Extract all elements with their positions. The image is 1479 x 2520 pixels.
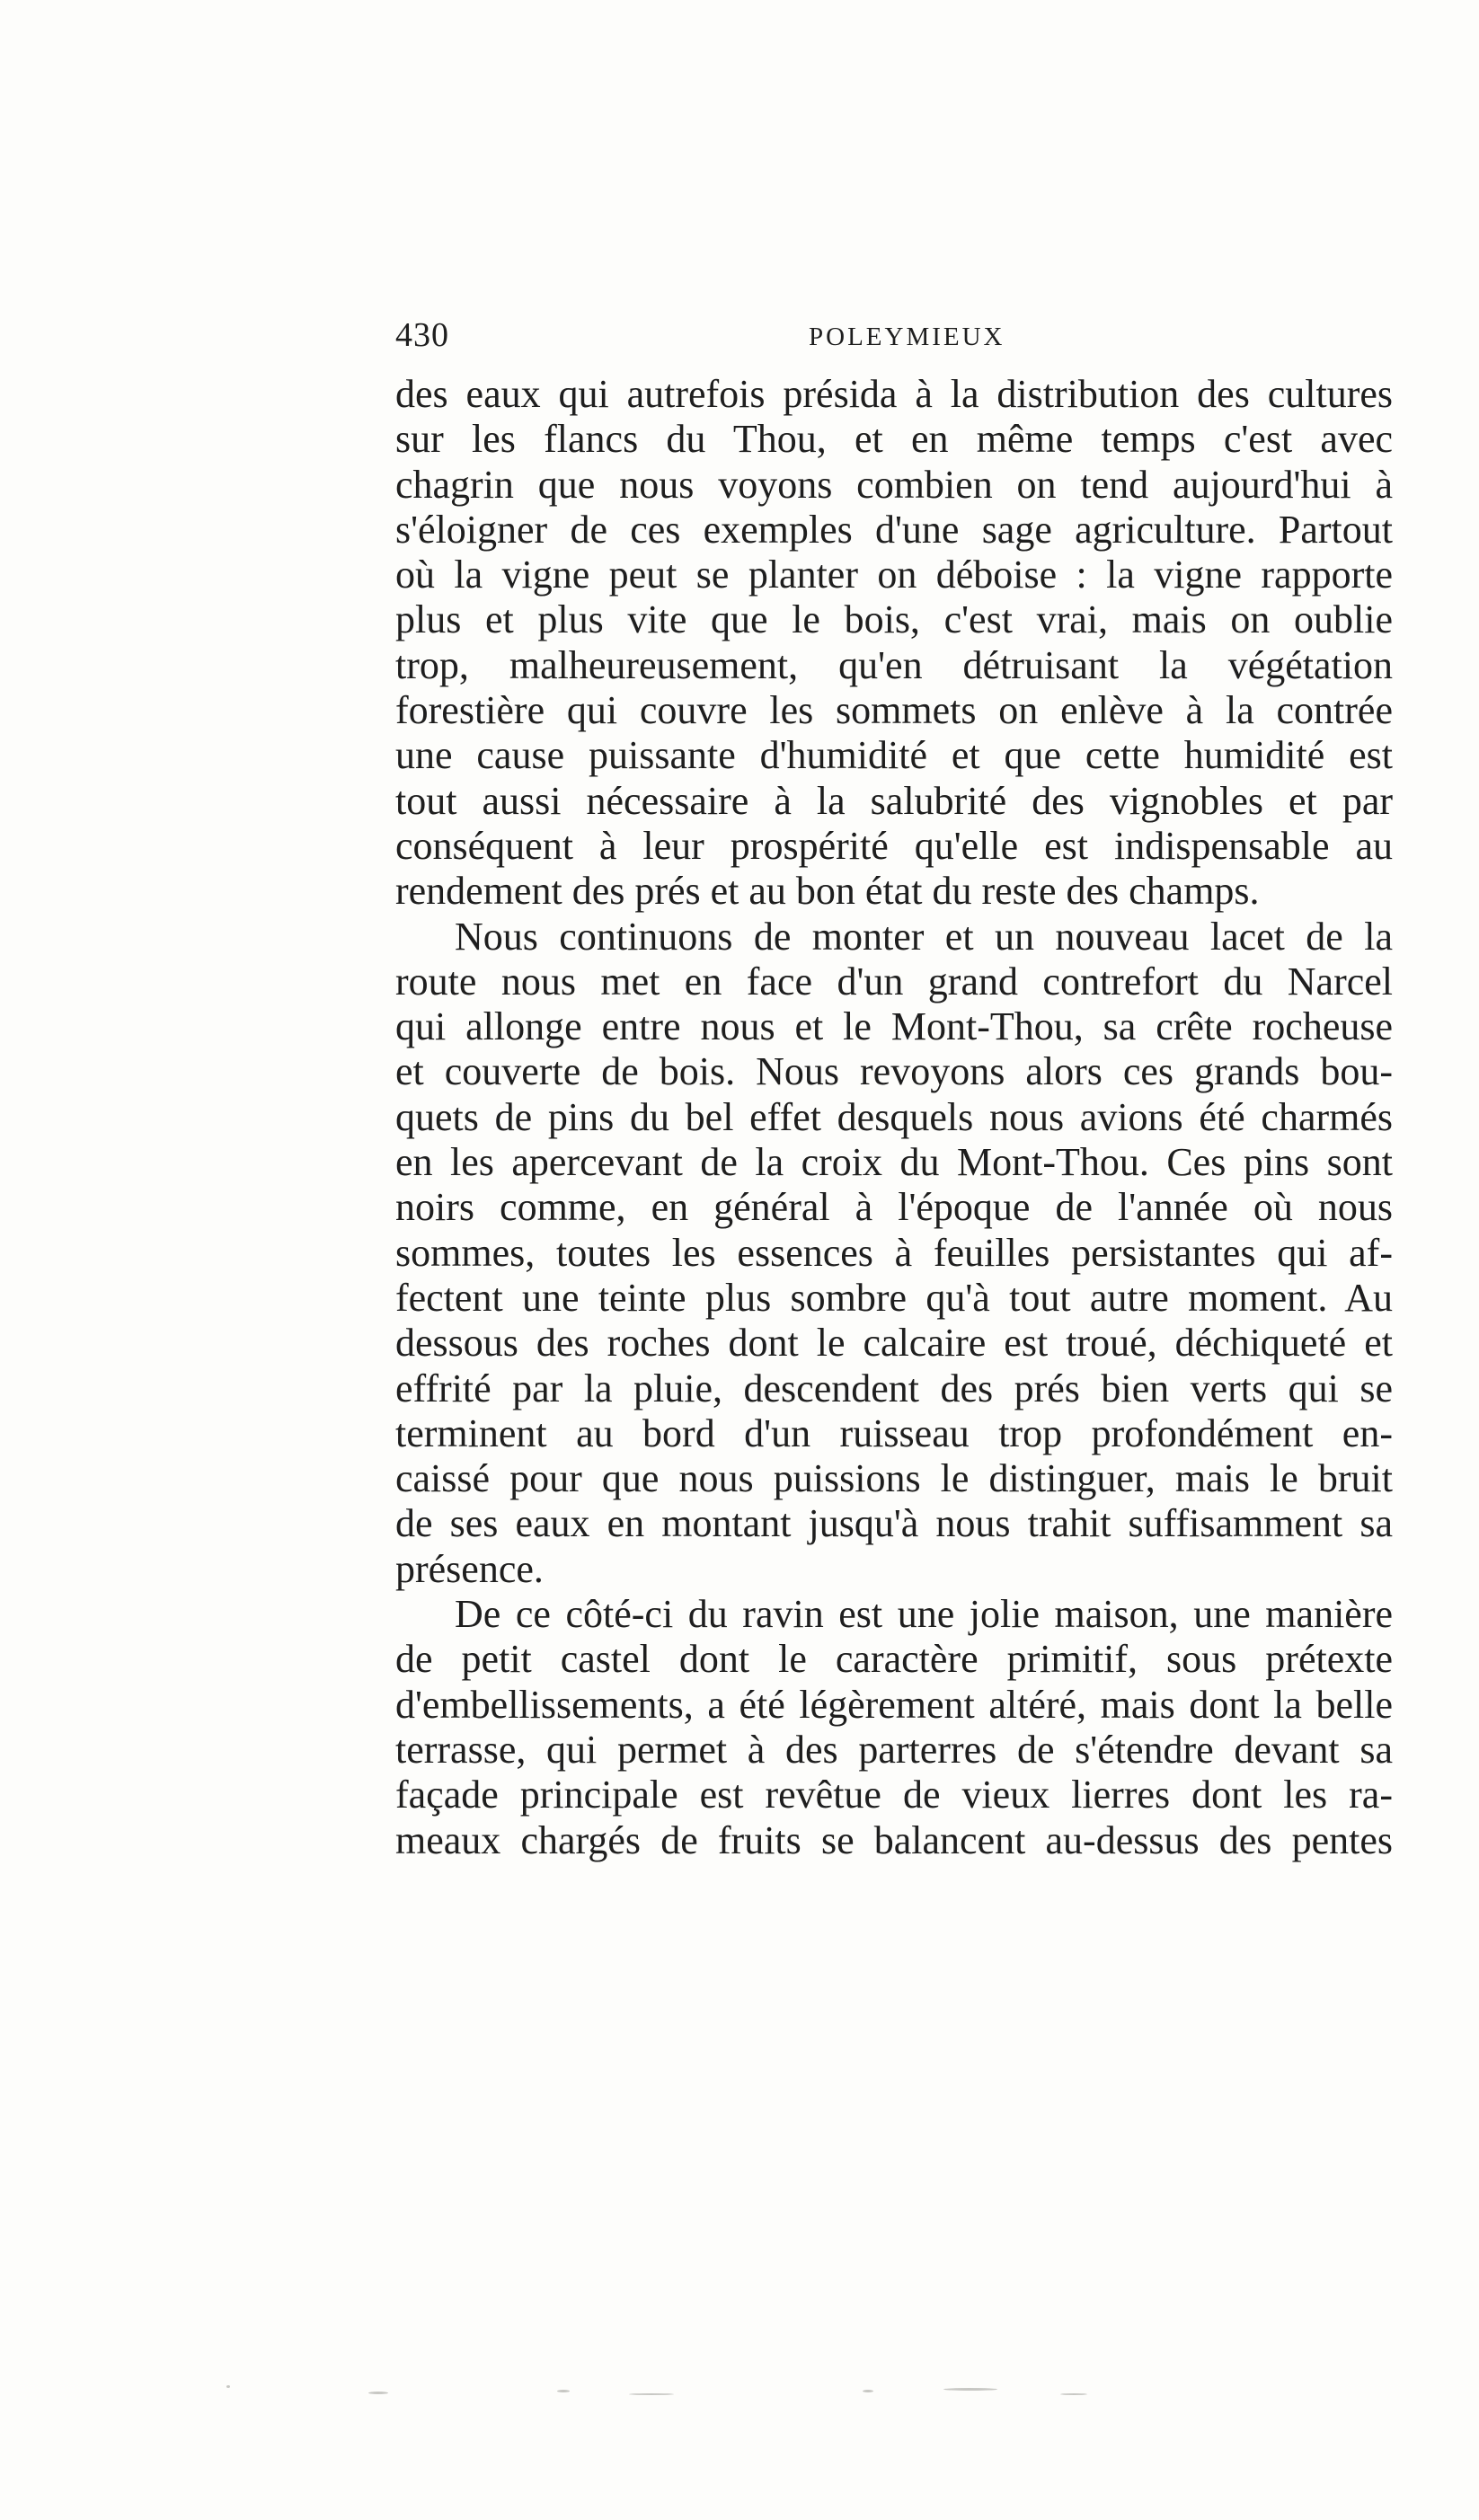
body-text <box>395 372 1393 1863</box>
scan-speck <box>557 2390 570 2392</box>
page-number: 430 <box>395 316 449 354</box>
text-line: meaux chargés de fruits se balancent au-dessus des pentes <box>395 1817 1393 1862</box>
text-line: des eaux qui autrefois présida à la distribution des cultures <box>395 372 1393 416</box>
text-line: forestière qui couvre les sommets on enlève à la contrée <box>395 688 1393 733</box>
paragraph-3 <box>395 1592 1393 1863</box>
text-line: présence. <box>395 1546 544 1591</box>
text-line: de petit castel dont le caractère primitif, sous prétexte <box>395 1637 1393 1682</box>
text-line: conséquent à leur prospérité qu'elle est indispensable au <box>395 823 1393 868</box>
text-line: et couverte de bois. Nous revoyons alors ces grands bou- <box>395 1049 1393 1094</box>
text-line: sommes, toutes les essences à feuilles persistantes qui af- <box>395 1230 1393 1275</box>
text-line: plus et plus vite que le bois, c'est vrai, mais on oublie <box>395 597 1393 642</box>
text-line: route nous met en face d'un grand contrefort du Narcel <box>395 959 1393 1004</box>
text-line: effrité par la pluie, descendent des prés bien verts qui se <box>395 1366 1393 1410</box>
text-line: d'embellissements, a été légèrement altéré, mais dont la belle <box>395 1682 1393 1727</box>
scan-speck <box>943 2388 997 2391</box>
paragraph-1 <box>395 372 1393 915</box>
text-line: dessous des roches dont le calcaire est troué, déchiqueté et <box>395 1321 1393 1366</box>
text-line: trop, malheureusement, qu'en détruisant la végétation <box>395 642 1393 687</box>
text-line: où la vigne peut se planter on déboise : la vigne rapporte <box>395 553 1393 597</box>
scan-speck <box>368 2392 388 2394</box>
running-title: POLEYMIEUX <box>809 323 1005 351</box>
text-line: Nous continuons de monter et un nouveau lacet de la <box>455 914 1393 959</box>
text-line: rendement des prés et au bon état du reste des champs. <box>395 869 1260 914</box>
text-line: façade principale est revêtue de vieux lierres dont les ra- <box>395 1773 1393 1817</box>
text-line: fectent une teinte plus sombre qu'à tout autre moment. Au <box>395 1275 1393 1320</box>
text-line: noirs comme, en général à l'époque de l'année où nous <box>395 1185 1393 1230</box>
text-line: quets de pins du bel effet desquels nous avions été charmés <box>395 1094 1393 1139</box>
text-line: chagrin que nous voyons combien on tend aujourd'hui à <box>395 462 1393 507</box>
text-line: tout aussi nécessaire à la salubrité des vignobles et par <box>395 778 1393 823</box>
scan-speck <box>863 2390 873 2392</box>
text-line: une cause puissante d'humidité et que cette humidité est <box>395 733 1393 778</box>
text-line: en les apercevant de la croix du Mont-Thou. Ces pins sont <box>395 1140 1393 1185</box>
text-line: De ce côté-ci du ravin est une jolie maison, une manière <box>455 1592 1393 1637</box>
text-line: qui allonge entre nous et le Mont-Thou, sa crête rocheuse <box>395 1004 1393 1049</box>
scan-speck <box>1060 2393 1087 2395</box>
text-line: terrasse, qui permet à des parterres de s'étendre devant sa <box>395 1727 1393 1772</box>
running-head <box>395 313 1393 358</box>
scan-speck <box>629 2393 674 2395</box>
text-line: terminent au bord d'un ruisseau trop profondément en- <box>395 1410 1393 1455</box>
text-line: caissé pour que nous puissions le distinguer, mais le bruit <box>395 1456 1393 1501</box>
text-line: sur les flancs du Thou, et en même temps c'est avec <box>395 417 1393 462</box>
text-line: de ses eaux en montant jusqu'à nous trahit suffisamment sa <box>395 1501 1393 1546</box>
paragraph-2 <box>395 915 1393 1592</box>
scan-speck <box>226 2385 230 2388</box>
text-line: s'éloigner de ces exemples d'une sage agriculture. Partout <box>395 507 1393 552</box>
